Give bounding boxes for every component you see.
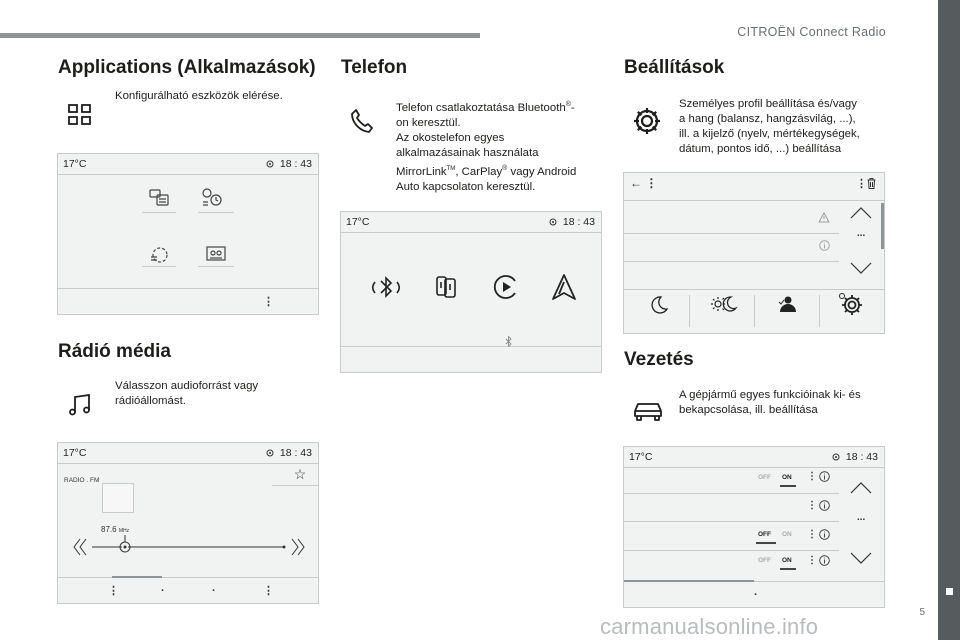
radio-screen xyxy=(57,442,319,604)
profile-icon[interactable] xyxy=(776,294,798,314)
radio-description: Válasszon audioforrást vagy rádióállomást. xyxy=(115,380,259,407)
android-auto-icon[interactable] xyxy=(549,272,579,302)
status-bar xyxy=(58,154,318,175)
applications-heading: Applications (Alkalmazások) xyxy=(58,57,316,78)
contacts-card-icon[interactable] xyxy=(206,246,226,262)
function-toggle[interactable]: OFF ON xyxy=(754,557,798,567)
driving-heading: Vezetés xyxy=(624,349,694,370)
source-tab-indicator xyxy=(112,576,162,578)
day-night-icon[interactable] xyxy=(710,294,738,314)
more-options-button[interactable]: ⋮ xyxy=(856,178,867,190)
more-options-button[interactable]: ⋮ xyxy=(263,296,274,308)
watermark: carmanualsonline.info xyxy=(600,614,819,639)
temperature: 17°C xyxy=(346,216,370,228)
mirrorlink-icon[interactable] xyxy=(431,272,461,302)
scrollbar[interactable] xyxy=(881,203,884,249)
function-toggle[interactable]: OFF ON xyxy=(754,474,798,484)
location-icon xyxy=(266,160,274,168)
location-icon xyxy=(832,453,840,461)
more-options-button[interactable]: ⋮ xyxy=(807,471,817,482)
side-band-marker xyxy=(946,588,953,595)
more-options-button[interactable]: ⋮ xyxy=(807,529,817,540)
radio-heading: Rádió média xyxy=(58,341,171,362)
system-settings-icon[interactable] xyxy=(838,292,864,316)
location-icon xyxy=(549,218,557,226)
phone-handset-icon xyxy=(350,108,374,134)
info-icon[interactable] xyxy=(819,529,830,540)
bluetooth-status-icon xyxy=(505,336,513,347)
connected-apps-icon[interactable] xyxy=(148,187,172,209)
scroll-up-icon[interactable] xyxy=(849,481,873,495)
tab-option[interactable]: . xyxy=(754,586,758,598)
more-options-button[interactable]: ⋮ xyxy=(807,555,817,566)
source-option[interactable]: . xyxy=(161,582,165,594)
clock: 18 : 43 xyxy=(832,451,878,463)
temperature: 17°C xyxy=(63,158,87,170)
status-bar xyxy=(341,212,601,233)
settings-heading: Beállítások xyxy=(624,57,725,78)
radio-band-label: RADIO . FM xyxy=(64,477,100,484)
clock: 18 : 43 xyxy=(549,216,595,228)
bluetooth-icon[interactable] xyxy=(371,272,401,302)
temperature: 17°C xyxy=(63,447,87,459)
driving-screen xyxy=(623,446,885,608)
more-options-button[interactable]: ⋮ xyxy=(108,585,119,597)
page-indicator: ... xyxy=(857,512,866,523)
more-options-button[interactable]: ⋮ xyxy=(807,500,817,511)
info-icon[interactable] xyxy=(819,240,830,251)
car-icon xyxy=(632,400,664,422)
frequency-slider[interactable] xyxy=(70,535,310,559)
more-options-button[interactable]: ⋮ xyxy=(263,585,274,597)
apps-grid-icon xyxy=(68,104,92,126)
settings-gear-icon xyxy=(632,106,662,136)
page-indicator: ... xyxy=(857,228,866,239)
settings-description: Személyes profil beállítása és/vagy a hang (balansz, hangzásvilág, ...), ill. a kijelző (nyelv, mértékegységek, dátum, pontos idő, ...) beállítása xyxy=(679,98,860,155)
location-icon xyxy=(266,449,274,457)
source-option[interactable]: . xyxy=(212,582,216,594)
vehicle-functions-icon[interactable] xyxy=(148,244,172,266)
warning-icon xyxy=(818,212,830,223)
phone-heading: Telefon xyxy=(341,57,408,78)
info-icon[interactable] xyxy=(819,555,830,566)
settings-screen xyxy=(623,172,885,334)
temperature: 17°C xyxy=(629,451,653,463)
tab-indicator xyxy=(624,580,754,582)
applications-screen xyxy=(57,153,319,315)
music-note-icon xyxy=(68,393,92,417)
scroll-up-icon[interactable] xyxy=(849,206,873,220)
station-artwork xyxy=(102,483,134,513)
phone-screen xyxy=(340,211,602,373)
status-bar xyxy=(624,447,884,468)
phone-description: Telefon csatlakoztatása Bluetooth®- on keresztül. Az okostelefon egyes alkalmazásainak használata MirrorLink™, CarPlay® vagy Android Auto kapcsolaton keresztül. xyxy=(396,101,577,193)
header-title: CITROËN Connect Radio xyxy=(737,25,886,39)
info-icon[interactable] xyxy=(819,471,830,482)
header-rule xyxy=(0,33,480,38)
frequency-readout: 87.6 MHz xyxy=(101,525,130,534)
favorite-star-icon[interactable]: ☆ xyxy=(293,466,307,482)
driving-description: A gépjármű egyes funkcióinak ki- és bekapcsolása, ill. beállítása xyxy=(679,389,861,416)
timer-settings-icon[interactable] xyxy=(200,187,224,209)
applications-description: Konfigurálható eszközök elérése. xyxy=(115,90,283,102)
side-band xyxy=(938,0,960,640)
scroll-down-icon[interactable] xyxy=(849,261,873,275)
carplay-icon[interactable] xyxy=(491,272,521,302)
clock: 18 : 43 xyxy=(266,158,312,170)
trash-icon[interactable] xyxy=(867,178,876,189)
status-bar xyxy=(58,443,318,464)
page-number: 5 xyxy=(919,607,925,618)
night-mode-icon[interactable] xyxy=(648,294,670,314)
clock: 18 : 43 xyxy=(266,447,312,459)
scroll-down-icon[interactable] xyxy=(849,551,873,565)
back-button[interactable]: ← ⋮ xyxy=(630,176,658,190)
function-toggle[interactable]: OFF ON xyxy=(754,531,798,541)
info-icon[interactable] xyxy=(819,500,830,511)
